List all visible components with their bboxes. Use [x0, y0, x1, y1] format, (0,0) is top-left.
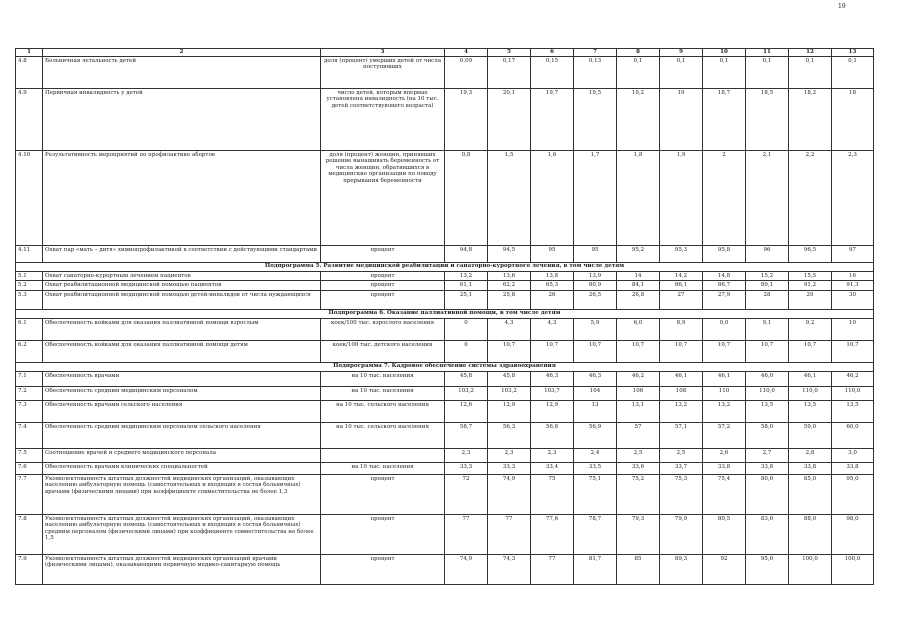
- value-cell: 20,1: [488, 89, 531, 151]
- value-cell: 56,9: [574, 422, 617, 448]
- value-cell: 19,7: [531, 89, 574, 151]
- value-cell: 60,0: [832, 422, 874, 448]
- value-cell: 75,4: [703, 474, 746, 514]
- row-number-cell: 4.10: [16, 151, 43, 246]
- value-cell: 104: [574, 386, 617, 400]
- indicator-name-cell: Обеспеченность средним медицинским персоналом: [43, 386, 321, 400]
- value-cell: 14,8: [703, 272, 746, 281]
- value-cell: 13: [574, 400, 617, 422]
- value-cell: 13,9: [574, 272, 617, 281]
- value-cell: 2,3: [445, 448, 488, 462]
- row-number-cell: 4.8: [16, 57, 43, 89]
- value-cell: 0,1: [617, 57, 660, 89]
- indicator-name-cell: Обеспеченность врачами: [43, 371, 321, 386]
- row-number-cell: 7.6: [16, 462, 43, 474]
- value-cell: 0,15: [531, 57, 574, 89]
- value-cell: 33,4: [531, 462, 574, 474]
- value-cell: 10,7: [832, 340, 874, 362]
- value-cell: 94,5: [488, 246, 531, 263]
- indicator-name-cell: Охват санаторно-курортным лечением пациентов: [43, 272, 321, 281]
- table-row: [16, 151, 874, 246]
- value-cell: 85: [617, 554, 660, 584]
- value-cell: 2,1: [746, 151, 789, 246]
- table-row: [16, 422, 874, 448]
- row-number-cell: 7.9: [16, 554, 43, 584]
- value-cell: 46,1: [703, 371, 746, 386]
- subprogram-heading: Подпрограмма 5. Развитие медицинской реабилитации и санаторно-курортного лечения, в том числе детям: [16, 263, 874, 272]
- unit-cell: на 10 тыс. населения: [321, 386, 445, 400]
- value-cell: 103,2: [445, 386, 488, 400]
- value-cell: 9,1: [746, 318, 789, 340]
- value-cell: 14,2: [660, 272, 703, 281]
- value-cell: 33,8: [703, 462, 746, 474]
- value-cell: 13,8: [531, 272, 574, 281]
- row-number-cell: 7.4: [16, 422, 43, 448]
- unit-cell: процент: [321, 514, 445, 554]
- value-cell: 46,0: [746, 371, 789, 386]
- unit-cell: доля (процент) умерших детей от числа поступивших: [321, 57, 445, 89]
- value-cell: 16: [832, 272, 874, 281]
- value-cell: 10,7: [660, 340, 703, 362]
- value-cell: 2: [703, 151, 746, 246]
- value-cell: 106: [617, 386, 660, 400]
- value-cell: 1,8: [617, 151, 660, 246]
- indicator-name-cell: Соотношение врачей и среднего медицинского персонала: [43, 448, 321, 462]
- value-cell: 0,17: [488, 57, 531, 89]
- value-cell: 13,2: [660, 400, 703, 422]
- value-cell: 86,1: [660, 281, 703, 290]
- table-row: [16, 514, 874, 554]
- unit-cell: коек/100 тыс. взрослого населения: [321, 318, 445, 340]
- value-cell: 0,1: [703, 57, 746, 89]
- unit-cell: [321, 448, 445, 462]
- value-cell: 84,1: [617, 281, 660, 290]
- unit-cell: процент: [321, 290, 445, 309]
- value-cell: 65,3: [531, 281, 574, 290]
- value-cell: 28: [746, 290, 789, 309]
- value-cell: 30: [832, 290, 874, 309]
- indicator-name-cell: Больничная летальность детей: [43, 57, 321, 89]
- value-cell: 10: [832, 318, 874, 340]
- value-cell: 110,0: [832, 386, 874, 400]
- value-cell: 110: [703, 386, 746, 400]
- header-cell: 6: [531, 49, 574, 57]
- row-number-cell: 5.1: [16, 272, 43, 281]
- value-cell: 100,0: [832, 554, 874, 584]
- value-cell: 1,6: [531, 151, 574, 246]
- indicator-name-cell: Охват реабилитационной медицинской помощью детей-инвалидов от числа нуждающихся: [43, 290, 321, 309]
- table-row: [16, 400, 874, 422]
- value-cell: 19,5: [574, 89, 617, 151]
- row-number-cell: 5.3: [16, 290, 43, 309]
- row-number-cell: 4.11: [16, 246, 43, 263]
- value-cell: 89,3: [660, 554, 703, 584]
- value-cell: 80,9: [574, 281, 617, 290]
- value-cell: 95: [531, 246, 574, 263]
- value-cell: 46,2: [832, 371, 874, 386]
- value-cell: 77,6: [531, 514, 574, 554]
- value-cell: 14: [617, 272, 660, 281]
- header-cell: 7: [574, 49, 617, 57]
- indicator-name-cell: Охват реабилитационной медицинской помощью пациентов: [43, 281, 321, 290]
- value-cell: 75,1: [574, 474, 617, 514]
- indicator-name-cell: Результативность мероприятий по профилактике абортов: [43, 151, 321, 246]
- value-cell: 86,7: [703, 281, 746, 290]
- value-cell: 95: [574, 246, 617, 263]
- value-cell: 80,5: [703, 514, 746, 554]
- value-cell: 10,7: [574, 340, 617, 362]
- value-cell: 81,7: [574, 554, 617, 584]
- value-cell: 98,0: [832, 514, 874, 554]
- unit-cell: коек/100 тыс. детского населения: [321, 340, 445, 362]
- header-cell: 2: [43, 49, 321, 57]
- value-cell: 95,2: [617, 246, 660, 263]
- value-cell: 2,3: [531, 448, 574, 462]
- value-cell: 91,3: [832, 281, 874, 290]
- value-cell: 4,3: [531, 318, 574, 340]
- table-row: [16, 371, 874, 386]
- page-number: 19: [838, 3, 846, 10]
- value-cell: 0,8: [445, 151, 488, 246]
- value-cell: 79,3: [617, 514, 660, 554]
- value-cell: 110,0: [746, 386, 789, 400]
- value-cell: 0: [445, 340, 488, 362]
- value-cell: 45,8: [488, 371, 531, 386]
- value-cell: 19: [660, 89, 703, 151]
- value-cell: 74,9: [488, 474, 531, 514]
- unit-cell: процент: [321, 281, 445, 290]
- value-cell: 15,2: [746, 272, 789, 281]
- value-cell: 33,5: [574, 462, 617, 474]
- header-row: [16, 49, 874, 57]
- table-row: [16, 57, 874, 89]
- header-cell: 12: [789, 49, 832, 57]
- value-cell: 46,3: [574, 371, 617, 386]
- header-cell: 13: [832, 49, 874, 57]
- indicator-name-cell: Укомплектованность штатных должностей медицинских организаций, оказывающих населению амбулаторную помощь (самостоятельных и входящих в состав больничных) средним персоналом (физическими лицами) при коэффициенте совместительства не более 1,5: [43, 514, 321, 554]
- value-cell: 33,7: [660, 462, 703, 474]
- header-cell: 1: [16, 49, 43, 57]
- value-cell: 56,3: [488, 422, 531, 448]
- table-row: [16, 290, 874, 309]
- value-cell: 56,8: [531, 422, 574, 448]
- indicator-name-cell: Укомплектованность штатных должностей медицинских организаций, оказывающих населению амбулаторную помощь (самостоятельных и входящих в состав больничных) врачами (физическими лицами) при коэффициенте совместительства не более 1,3: [43, 474, 321, 514]
- subprogram-heading: Подпрограмма 6. Оказание паллиативной помощи, в том числе детям: [16, 309, 874, 318]
- value-cell: 103,2: [488, 386, 531, 400]
- row-number-cell: 7.2: [16, 386, 43, 400]
- value-cell: 45,8: [445, 371, 488, 386]
- indicator-name-cell: Первичная инвалидность у детей: [43, 89, 321, 151]
- value-cell: 13,2: [703, 400, 746, 422]
- value-cell: 10,7: [531, 340, 574, 362]
- value-cell: 46,2: [617, 371, 660, 386]
- table-row: [16, 448, 874, 462]
- value-cell: 100,0: [789, 554, 832, 584]
- row-number-cell: 7.1: [16, 371, 43, 386]
- row-number-cell: 5.2: [16, 281, 43, 290]
- value-cell: 77: [488, 514, 531, 554]
- unit-cell: доля (процент) женщин, принявших решение вынашивать беременность от числа женщин, обратившихся в медицинские организации по поводу прерывания беременности: [321, 151, 445, 246]
- value-cell: 0,1: [660, 57, 703, 89]
- value-cell: 74,9: [445, 554, 488, 584]
- value-cell: 2,7: [746, 448, 789, 462]
- value-cell: 4,3: [488, 318, 531, 340]
- unit-cell: процент: [321, 554, 445, 584]
- value-cell: 25,8: [488, 290, 531, 309]
- value-cell: 0,1: [832, 57, 874, 89]
- subprogram-heading-row: [16, 263, 874, 272]
- header-cell: 11: [746, 49, 789, 57]
- value-cell: 2,6: [703, 448, 746, 462]
- table-body: [16, 49, 874, 585]
- value-cell: 77: [531, 554, 574, 584]
- value-cell: 59,0: [789, 422, 832, 448]
- table-row: [16, 318, 874, 340]
- header-cell: 8: [617, 49, 660, 57]
- indicator-name-cell: Обеспеченность врачами сельского населения: [43, 400, 321, 422]
- value-cell: 61,1: [445, 281, 488, 290]
- value-cell: 19,3: [445, 89, 488, 151]
- unit-cell: на 10 тыс. сельского населения: [321, 400, 445, 422]
- value-cell: 2,8: [789, 448, 832, 462]
- value-cell: 10,7: [703, 340, 746, 362]
- indicator-name-cell: Охват пар «мать – дитя» химиопрофилактикой в соответствии с действующими стандартами: [43, 246, 321, 263]
- value-cell: 13,5: [746, 400, 789, 422]
- value-cell: 95,0: [832, 474, 874, 514]
- table-row: [16, 462, 874, 474]
- value-cell: 18,5: [746, 89, 789, 151]
- unit-cell: на 10 тыс. сельского населения: [321, 422, 445, 448]
- unit-cell: на 10 тыс. населения: [321, 371, 445, 386]
- value-cell: 92: [703, 554, 746, 584]
- value-cell: 110,0: [789, 386, 832, 400]
- row-number-cell: 7.7: [16, 474, 43, 514]
- row-number-cell: 7.5: [16, 448, 43, 462]
- value-cell: 2,3: [488, 448, 531, 462]
- value-cell: 26,5: [574, 290, 617, 309]
- value-cell: 89,1: [746, 281, 789, 290]
- value-cell: 46,1: [789, 371, 832, 386]
- subprogram-heading-row: [16, 309, 874, 318]
- value-cell: 2,4: [574, 448, 617, 462]
- value-cell: 0: [445, 318, 488, 340]
- value-cell: 9,0: [703, 318, 746, 340]
- value-cell: 57: [617, 422, 660, 448]
- unit-cell: на 10 тыс. населения: [321, 462, 445, 474]
- value-cell: 0,1: [746, 57, 789, 89]
- value-cell: 79,9: [660, 514, 703, 554]
- subprogram-heading-row: [16, 362, 874, 371]
- indicator-name-cell: Укомплектованность штатных должностей медицинских организаций врачами (физическими лицами), оказывающими первичную медико-санитарную помощь: [43, 554, 321, 584]
- value-cell: 1,7: [574, 151, 617, 246]
- value-cell: 13,1: [617, 400, 660, 422]
- value-cell: 27: [660, 290, 703, 309]
- value-cell: 80,0: [746, 474, 789, 514]
- value-cell: 95,8: [703, 246, 746, 263]
- value-cell: 19,2: [617, 89, 660, 151]
- value-cell: 88,0: [789, 514, 832, 554]
- table-row: [16, 281, 874, 290]
- value-cell: 96: [746, 246, 789, 263]
- value-cell: 33,3: [445, 462, 488, 474]
- value-cell: 18,7: [703, 89, 746, 151]
- value-cell: 33,8: [746, 462, 789, 474]
- value-cell: 75,2: [617, 474, 660, 514]
- indicator-name-cell: Обеспеченность средним медицинским персоналом сельского населения: [43, 422, 321, 448]
- row-number-cell: 6.1: [16, 318, 43, 340]
- value-cell: 10,7: [746, 340, 789, 362]
- table-row: [16, 89, 874, 151]
- value-cell: 83,0: [746, 514, 789, 554]
- value-cell: 94,8: [445, 246, 488, 263]
- table-row: [16, 246, 874, 263]
- table-row: [16, 272, 874, 281]
- header-cell: 5: [488, 49, 531, 57]
- value-cell: 97: [832, 246, 874, 263]
- value-cell: 12,9: [531, 400, 574, 422]
- value-cell: 29: [789, 290, 832, 309]
- value-cell: 33,8: [789, 462, 832, 474]
- value-cell: 26,8: [617, 290, 660, 309]
- value-cell: 6,0: [617, 318, 660, 340]
- table-row: [16, 386, 874, 400]
- value-cell: 33,3: [488, 462, 531, 474]
- value-cell: 77: [445, 514, 488, 554]
- value-cell: 0,1: [789, 57, 832, 89]
- value-cell: 58,0: [746, 422, 789, 448]
- value-cell: 1,5: [488, 151, 531, 246]
- value-cell: 10,7: [617, 340, 660, 362]
- header-cell: 10: [703, 49, 746, 57]
- value-cell: 0,09: [445, 57, 488, 89]
- value-cell: 8,9: [660, 318, 703, 340]
- value-cell: 95,3: [660, 246, 703, 263]
- value-cell: 33,8: [832, 462, 874, 474]
- value-cell: 27,9: [703, 290, 746, 309]
- value-cell: 10,7: [488, 340, 531, 362]
- value-cell: 103,7: [531, 386, 574, 400]
- table-row: [16, 554, 874, 584]
- header-cell: 9: [660, 49, 703, 57]
- value-cell: 12,6: [445, 400, 488, 422]
- row-number-cell: 4.9: [16, 89, 43, 151]
- value-cell: 96,5: [789, 246, 832, 263]
- value-cell: 18,2: [789, 89, 832, 151]
- value-cell: 46,3: [531, 371, 574, 386]
- row-number-cell: 7.8: [16, 514, 43, 554]
- value-cell: 2,5: [617, 448, 660, 462]
- header-cell: 4: [445, 49, 488, 57]
- unit-cell: процент: [321, 246, 445, 263]
- value-cell: 91,2: [789, 281, 832, 290]
- value-cell: 46,1: [660, 371, 703, 386]
- value-cell: 9,2: [789, 318, 832, 340]
- unit-cell: процент: [321, 474, 445, 514]
- value-cell: 78,7: [574, 514, 617, 554]
- value-cell: 25,1: [445, 290, 488, 309]
- value-cell: 57,2: [703, 422, 746, 448]
- value-cell: 72: [445, 474, 488, 514]
- value-cell: 15,5: [789, 272, 832, 281]
- value-cell: 2,2: [789, 151, 832, 246]
- value-cell: 75: [531, 474, 574, 514]
- value-cell: 18: [832, 89, 874, 151]
- value-cell: 33,6: [617, 462, 660, 474]
- value-cell: 12,9: [488, 400, 531, 422]
- indicator-name-cell: Обеспеченность койками для оказания паллиативной помощи взрослым: [43, 318, 321, 340]
- value-cell: 10,7: [789, 340, 832, 362]
- value-cell: 1,9: [660, 151, 703, 246]
- value-cell: 3,0: [832, 448, 874, 462]
- table-row: [16, 474, 874, 514]
- subprogram-heading: Подпрограмма 7. Кадровое обеспечение системы здравоохранения: [16, 362, 874, 371]
- value-cell: 26: [531, 290, 574, 309]
- value-cell: 85,0: [789, 474, 832, 514]
- row-number-cell: 6.2: [16, 340, 43, 362]
- unit-cell: процент: [321, 272, 445, 281]
- value-cell: 13,5: [789, 400, 832, 422]
- header-cell: 3: [321, 49, 445, 57]
- row-number-cell: 7.3: [16, 400, 43, 422]
- value-cell: 58,7: [445, 422, 488, 448]
- value-cell: 74,3: [488, 554, 531, 584]
- value-cell: 75,3: [660, 474, 703, 514]
- value-cell: 108: [660, 386, 703, 400]
- value-cell: 57,1: [660, 422, 703, 448]
- indicator-name-cell: Обеспеченность врачами клинических специальностей: [43, 462, 321, 474]
- value-cell: 0,13: [574, 57, 617, 89]
- value-cell: 13,6: [488, 272, 531, 281]
- value-cell: 2,3: [832, 151, 874, 246]
- value-cell: 13,5: [832, 400, 874, 422]
- unit-cell: число детей, которым впервые установлена инвалидность (на 10 тыс. детей соответствующего возраста): [321, 89, 445, 151]
- value-cell: 13,2: [445, 272, 488, 281]
- indicators-table: [15, 48, 874, 585]
- table-row: [16, 340, 874, 362]
- value-cell: 62,2: [488, 281, 531, 290]
- value-cell: 5,9: [574, 318, 617, 340]
- indicator-name-cell: Обеспеченность койками для оказания паллиативной помощи детям: [43, 340, 321, 362]
- value-cell: 2,5: [660, 448, 703, 462]
- value-cell: 95,0: [746, 554, 789, 584]
